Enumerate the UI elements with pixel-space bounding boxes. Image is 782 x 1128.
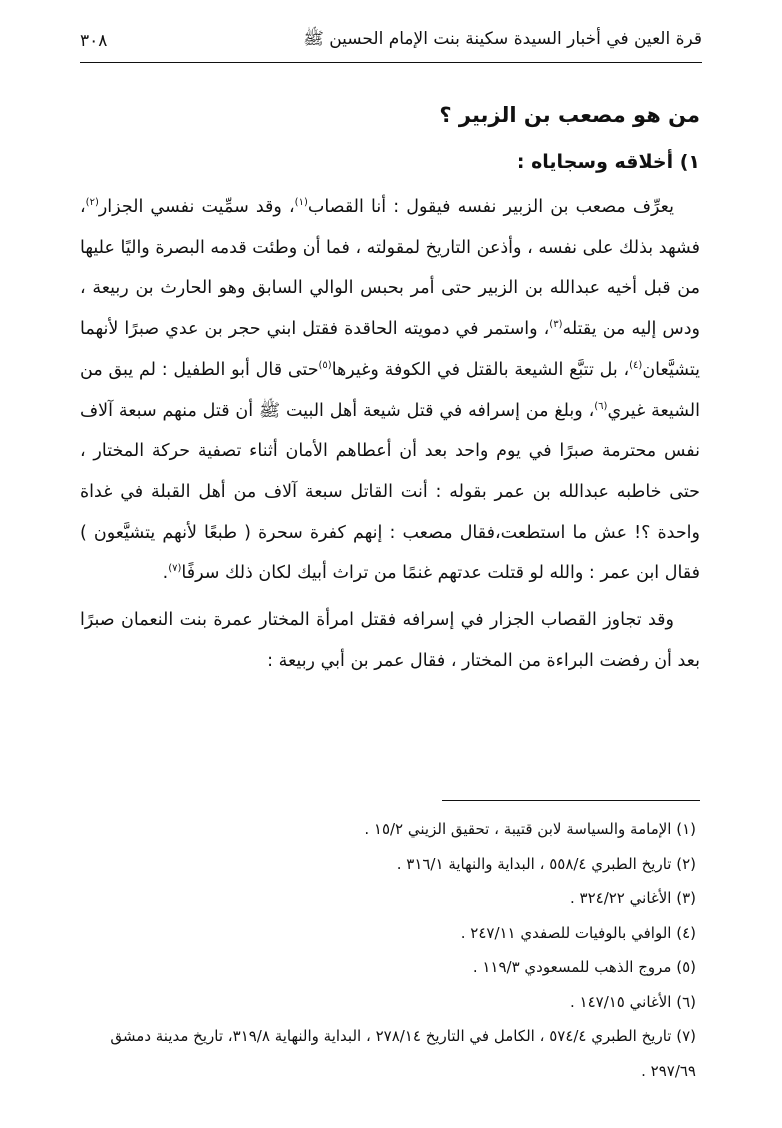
- footnote-ref-4[interactable]: (٤): [629, 359, 643, 371]
- text-run: ، بل تتبَّع الشيعة بالقتل في الكوفة وغيرها: [331, 359, 630, 380]
- footnote-3: (٣) الأغاني ٣٢٤/٢٢ .: [569, 889, 696, 907]
- footnote-ref-6[interactable]: (٦): [594, 400, 608, 412]
- footnote-5: (٥) مروج الذهب للمسعودي ١١٩/٣ .: [472, 958, 696, 976]
- running-title: قرة العين في أخبار السيدة سكينة بنت الإمام الحسين ﷺ: [303, 29, 702, 49]
- footnote-4: (٤) الوافي بالوفيات للصفدي ٢٤٧/١١ .: [460, 923, 696, 942]
- footnote-1: (١) الإمامة والسياسة لابن قتيبة ، تحقيق الزيني ١٥/٢ .: [364, 820, 696, 838]
- running-header: [80, 28, 702, 53]
- footnote-divider: [442, 800, 700, 801]
- text-run: ، وقد سمِّيت نفسي الجزار: [98, 197, 295, 217]
- footnote-ref-2[interactable]: (٢): [85, 197, 99, 209]
- footnote-ref-7[interactable]: (٧): [168, 563, 182, 575]
- text-run: حتى قال أبو الطفيل : لم يبق من الشيعة غيري: [80, 359, 701, 421]
- footnote-7: (٧) تاريخ الطبري ٥٧٤/٤ ، الكامل في التاريخ ٢٧٨/١٤ ، البداية والنهاية ٣١٩/٨، تاريخ مدينة دمشق ٢٩٧/٦٩ .: [110, 1027, 696, 1080]
- text-run: ، وبلغ من إسرافه في قتل شيعة أهل البيت ﷺ أن قتل منهم سبعة آلاف نفس محترمة صبرًا في يوم واحد بعد أن أعطاهم الأمان أثناء تصفية حركة المختار ، حتى خاطبه عبدالله بن عمر بقوله : أنت القاتل سبعة آلاف من أهل القبلة في غداة واحدة ؟! عش ما استطعت،فقال مصعب : إنهم كفرة سحرة ( طبعًا لأنهم يتشيَّعون ) فقال ابن عمر : والله لو قتلت عدتهم غنمًا من تراث أبيك لكان ذلك سرفًا: [80, 400, 700, 584]
- footnote-ref-1[interactable]: (١): [294, 197, 308, 209]
- footnote-ref-3[interactable]: (٣): [549, 319, 563, 331]
- text-run: .: [162, 563, 169, 584]
- text-run: ، فشهد بذلك على نفسه ، وأذعن التاريخ لمقولته ، فما أن وطئت قدمه البصرة واليًا عليها من قبل أخيه عبدالله بن الزبير حتى أمر بحبس الوالي السابق وهو الحارث بن ربيعة ، ودس إليه من يقتله: [80, 197, 700, 340]
- text-run: ، واستمر في دمويته الحاقدة فقتل ابني حجر بن عدي صبرًا لأنهما يتشيَّعان: [80, 319, 700, 380]
- text-run: يعرِّف مصعب بن الزبير نفسه فيقول : أنا القصاب: [307, 197, 674, 217]
- main-content: [80, 95, 700, 681]
- footnote-2: (٢) تاريخ الطبري ٥٥٨/٤ ، البداية والنهاية ٣١٦/١ .: [396, 854, 696, 873]
- footnote-ref-5[interactable]: (٥): [318, 359, 332, 371]
- footnotes-list: [80, 812, 696, 1088]
- page-title: من هو مصعب بن الزبير ؟: [439, 103, 700, 127]
- paragraph-2: وقد تجاوز القصاب الجزار في إسرافه فقتل امرأة المختار عمرة بنت النعمان صبرًا بعد أن رفضت البراءة من المختار ، فقال عمر بن أبي ربيعة :: [80, 610, 700, 671]
- header-divider: [80, 62, 702, 63]
- footnote-6: (٦) الأغاني ١٤٧/١٥ .: [569, 992, 696, 1011]
- page-number: ٣٠٨: [80, 30, 108, 51]
- paragraph-1: [80, 187, 700, 594]
- section-heading: ١) أخلاقه وسجاياه :: [516, 151, 700, 173]
